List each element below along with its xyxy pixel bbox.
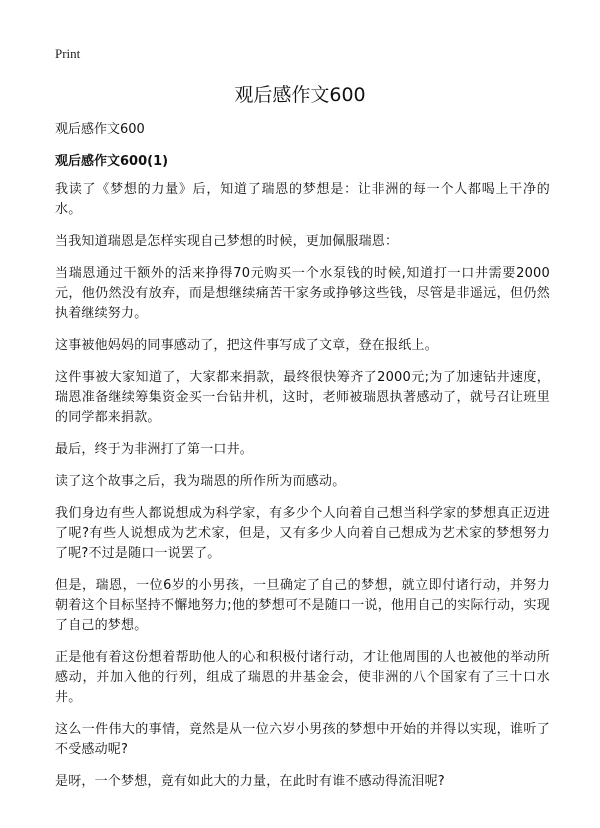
paragraph: 正是他有着这份想着帮助他人的心和积极付诸行动，才让他周围的人也被他的举动所感动，并加入他的行列，组成了瑞恩的井基金会，使非洲的八个国家有了三十口水井。 [55, 650, 550, 705]
paragraph: 当我知道瑞恩是怎样实现自己梦想的时候，更加佩服瑞恩： [55, 234, 399, 249]
paragraph: 最后，终于为非洲打了第一口井。 [55, 442, 254, 457]
print-link[interactable]: Print [55, 46, 81, 61]
section-heading: 观后感作文600(1) [55, 154, 169, 169]
paragraph: 这么一件伟大的事情，竟然是从一位六岁小男孩的梦想中开始的并得以实现，谁听了不受感动呢? [55, 722, 550, 757]
article-body [55, 120, 550, 804]
paragraph: 当瑞恩通过干额外的活来挣得70元购买一个水泵钱的时候,知道打一口井需要2000元，他仍然没有放弃，而是想继续痛苦干家务或挣够这些钱，尽管是非遥远，但仍然执着继续努力。 [55, 266, 550, 321]
paragraph: 这件事被大家知道了，大家都来捐款，最终很快筹齐了2000元;为了加速钻井速度，瑞恩准备继续筹集资金买一台钻井机，这时，老师被瑞恩执著感动了，就号召让班里的同学都来捐款。 [55, 370, 550, 425]
paragraph: 但是，瑞恩，一位6岁的小男孩，一旦确定了自己的梦想，就立即付诸行动，并努力朝着这个目标坚持不懈地努力;他的梦想可不是随口一说，他用自己的实际行动，实现了自己的梦想。 [55, 578, 550, 633]
paragraph: 这事被他妈妈的同事感动了，把这件事写成了文章，登在报纸上。 [55, 338, 438, 353]
paragraph: 读了这个故事之后，我为瑞恩的所作所为而感动。 [55, 474, 346, 489]
paragraph: 是呀，一个梦想，竟有如此大的力量，在此时有谁不感动得流泪呢? [55, 774, 445, 789]
page-title: 观后感作文600 [234, 84, 366, 106]
paragraph: 我们身边有些人都说想成为科学家，有多少个人向着自己想当科学家的梦想真正迈进了呢?有些人说想成为艺术家，但是，又有多少人向着自己想成为艺术家的梦想努力了呢?不过是随口一说罢了。 [55, 506, 550, 561]
paragraph: 我读了《梦想的力量》后，知道了瑞恩的梦想是：让非洲的每一个人都喝上干净的水。 [55, 182, 550, 217]
article-subtitle: 观后感作文600 [55, 122, 145, 137]
